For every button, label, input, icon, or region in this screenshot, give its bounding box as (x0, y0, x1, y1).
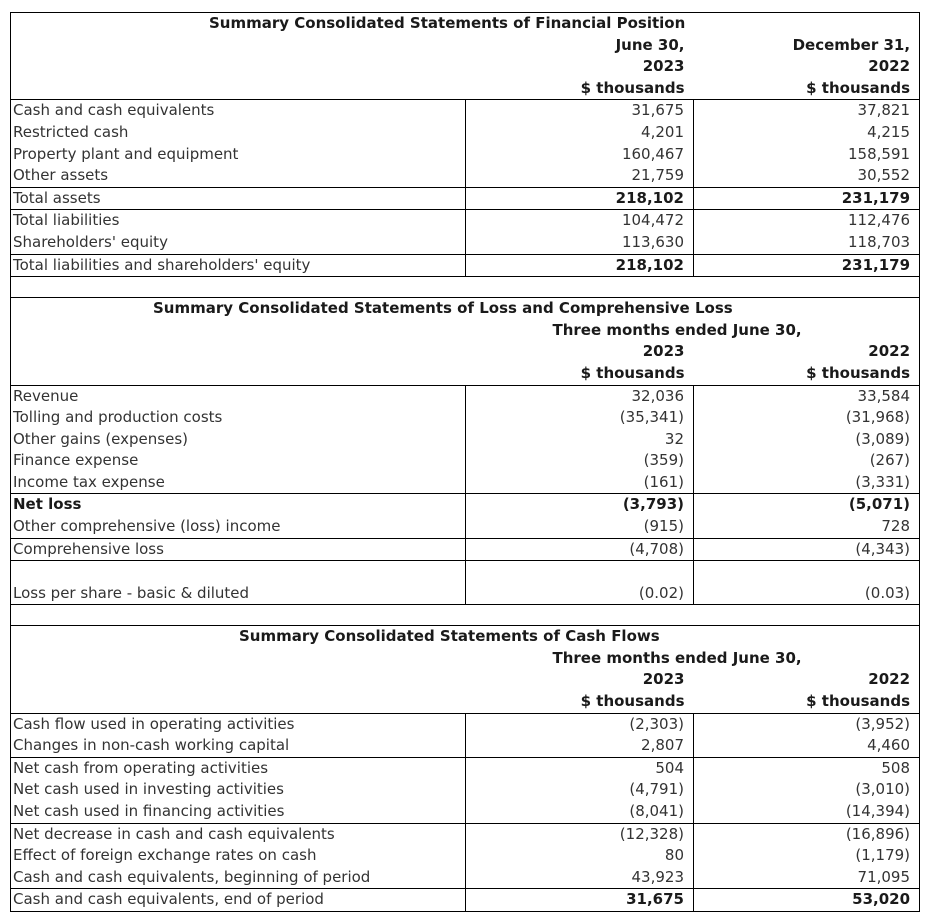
row-value-2023: (8,041) (466, 801, 694, 823)
row-value-2022: (3,331) (694, 472, 920, 494)
col-a-header-year: 2023 (642, 670, 685, 689)
table-row (11, 516, 920, 538)
total-row (11, 187, 920, 210)
row-label: Other assets (11, 165, 466, 187)
row-value-2022: (3,089) (694, 429, 920, 451)
row-label: Net cash from operating activities (11, 757, 466, 779)
row-value-2022: 118,703 (694, 232, 920, 254)
financial-position-title: Summary Consolidated Statements of Financial Position (11, 13, 920, 35)
row-value-2022: (267) (694, 450, 920, 472)
row-value-2023: 2,807 (466, 735, 694, 757)
row-value-2023: 31,675 (466, 889, 694, 912)
col-a-header-unit: $ thousands (580, 692, 685, 711)
row-value-2022: 30,552 (694, 165, 920, 187)
row-value-2023: 504 (466, 757, 694, 779)
row-label: Tolling and production costs (11, 407, 466, 429)
section-title-row (11, 298, 920, 320)
row-label: Net decrease in cash and cash equivalents (11, 823, 466, 845)
financial-summary-table (10, 12, 920, 912)
table-row (11, 845, 920, 867)
row-value-2023: 32 (466, 429, 694, 451)
table-row (11, 735, 920, 757)
row-value-2022: 4,215 (694, 122, 920, 144)
table-row (11, 823, 920, 845)
row-label: Other gains (expenses) (11, 429, 466, 451)
table-row (11, 801, 920, 823)
row-value-2023: 113,630 (466, 232, 694, 254)
row-value-2022: (5,071) (694, 494, 920, 516)
row-value-2022: (4,343) (694, 538, 920, 561)
col-b-header-year: 2022 (694, 56, 920, 78)
row-label: Total assets (11, 187, 466, 210)
cash-flows-section (11, 626, 920, 912)
row-label: Loss per share - basic & diluted (11, 561, 466, 605)
loss-title: Summary Consolidated Statements of Loss and Comprehensive Loss (11, 298, 920, 320)
col-a-header-unit: $ thousands (580, 363, 685, 382)
row-value-2023: (12,328) (466, 823, 694, 845)
row-value-2023: 104,472 (466, 210, 694, 232)
period-header: Three months ended June 30, (466, 648, 920, 670)
row-value-2023: 160,467 (466, 144, 694, 166)
row-value-2023: (359) (466, 450, 694, 472)
col-b-header-unit: $ thousands (694, 363, 920, 385)
table-row (11, 713, 920, 735)
row-label: Total liabilities and shareholders' equity (11, 254, 466, 277)
row-value-2022: 508 (694, 757, 920, 779)
total-row (11, 889, 920, 912)
col-b-header-line1: December 31, (694, 35, 920, 57)
section-title-row (11, 626, 920, 648)
table-row (11, 407, 920, 429)
row-label: Effect of foreign exchange rates on cash (11, 845, 466, 867)
row-value-2022: (1,179) (694, 845, 920, 867)
total-row (11, 494, 920, 516)
header-row (11, 341, 920, 363)
row-value-2022: 158,591 (694, 144, 920, 166)
table-row (11, 867, 920, 889)
col-b-header-year: 2022 (694, 341, 920, 363)
row-label: Shareholders' equity (11, 232, 466, 254)
row-value-2023: 218,102 (466, 187, 694, 210)
row-value-2022: 33,584 (694, 385, 920, 407)
header-row (11, 691, 920, 713)
table-row (11, 757, 920, 779)
row-value-2023: (915) (466, 516, 694, 538)
row-value-2022: (31,968) (694, 407, 920, 429)
row-value-2023: 43,923 (466, 867, 694, 889)
table-row (11, 779, 920, 801)
row-value-2023: (2,303) (466, 713, 694, 735)
table-row (11, 144, 920, 166)
table-row (11, 122, 920, 144)
table-row (11, 472, 920, 494)
row-value-2022: (3,010) (694, 779, 920, 801)
col-a-header-year: 2023 (642, 342, 685, 361)
row-label: Property plant and equipment (11, 144, 466, 166)
row-value-2023: (35,341) (466, 407, 694, 429)
row-value-2022: (3,952) (694, 713, 920, 735)
row-label: Restricted cash (11, 122, 466, 144)
header-row (11, 78, 920, 100)
col-b-header-unit: $ thousands (694, 691, 920, 713)
col-a-header-year: 2023 (642, 57, 685, 76)
row-label: Income tax expense (11, 472, 466, 494)
loss-section (11, 298, 920, 626)
table-row (11, 429, 920, 451)
cash-flows-title: Summary Consolidated Statements of Cash Flows (11, 626, 920, 648)
header-row (11, 648, 920, 670)
row-label: Net cash used in financing activities (11, 801, 466, 823)
row-value-2023: (3,793) (466, 494, 694, 516)
table-row (11, 232, 920, 254)
section-spacer (11, 277, 920, 298)
col-b-header-unit: $ thousands (694, 78, 920, 100)
row-label: Net cash used in investing activities (11, 779, 466, 801)
row-value-2023: (4,791) (466, 779, 694, 801)
row-value-2022: 231,179 (694, 254, 920, 277)
row-value-2022: 728 (694, 516, 920, 538)
header-row (11, 320, 920, 342)
row-label: Net loss (11, 494, 466, 516)
row-value-2023: (161) (466, 472, 694, 494)
row-value-2023: 4,201 (466, 122, 694, 144)
row-label: Cash flow used in operating activities (11, 713, 466, 735)
header-row (11, 669, 920, 691)
table-row (11, 561, 920, 605)
total-row (11, 254, 920, 277)
col-a-header-unit: $ thousands (580, 78, 685, 97)
row-label: Cash and cash equivalents, beginning of period (11, 867, 466, 889)
col-a-header-line1: June 30, (615, 35, 685, 54)
financial-summary-document (10, 12, 919, 912)
row-value-2023: 80 (466, 845, 694, 867)
section-spacer (11, 605, 920, 626)
row-value-2023: (4,708) (466, 538, 694, 561)
row-label: Total liabilities (11, 210, 466, 232)
row-value-2022: 231,179 (694, 187, 920, 210)
row-value-2023: 21,759 (466, 165, 694, 187)
row-value-2022: 4,460 (694, 735, 920, 757)
row-value-2022: (16,896) (694, 823, 920, 845)
period-header: Three months ended June 30, (466, 320, 920, 342)
row-value-2022: (0.03) (694, 561, 920, 605)
row-value-2023: 32,036 (466, 385, 694, 407)
table-row (11, 450, 920, 472)
row-label: Comprehensive loss (11, 538, 466, 561)
row-label: Cash and cash equivalents, end of period (11, 889, 466, 912)
row-label: Changes in non-cash working capital (11, 735, 466, 757)
header-row (11, 56, 920, 78)
section-title-row (11, 13, 920, 35)
financial-position-section (11, 13, 920, 298)
row-label: Revenue (11, 385, 466, 407)
table-row (11, 100, 920, 122)
row-value-2022: 71,095 (694, 867, 920, 889)
total-row (11, 538, 920, 561)
col-b-header-year: 2022 (694, 669, 920, 691)
row-value-2023: (0.02) (466, 561, 694, 605)
row-label: Cash and cash equivalents (11, 100, 466, 122)
table-row (11, 165, 920, 187)
row-value-2022: 37,821 (694, 100, 920, 122)
header-row (11, 363, 920, 385)
row-value-2023: 31,675 (466, 100, 694, 122)
row-value-2022: (14,394) (694, 801, 920, 823)
row-value-2022: 112,476 (694, 210, 920, 232)
header-row (11, 35, 920, 57)
row-value-2022: 53,020 (694, 889, 920, 912)
row-label: Other comprehensive (loss) income (11, 516, 466, 538)
table-row (11, 210, 920, 232)
row-label: Finance expense (11, 450, 466, 472)
table-row (11, 385, 920, 407)
row-value-2023: 218,102 (466, 254, 694, 277)
